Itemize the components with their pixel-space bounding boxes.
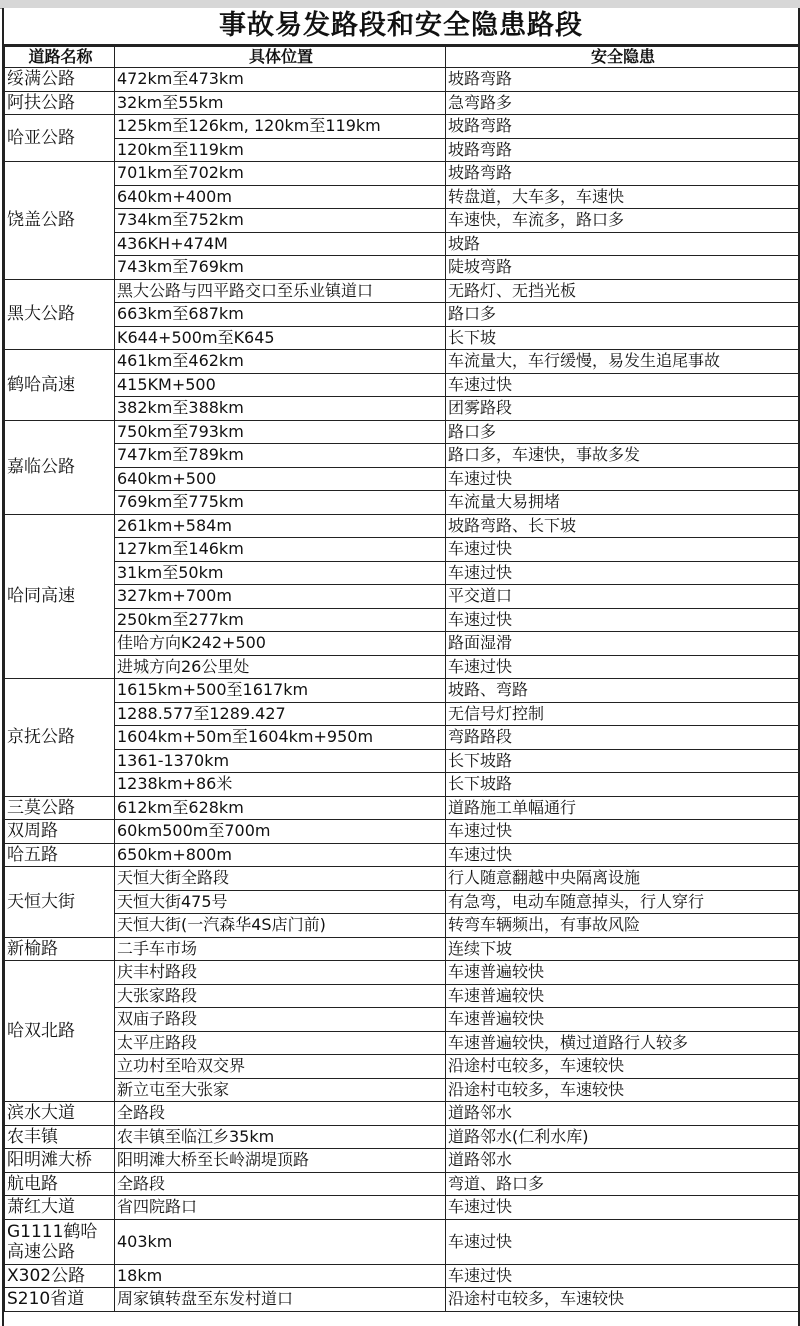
location-cell: 31km至50km xyxy=(115,561,446,585)
location-cell: 太平庄路段 xyxy=(115,1031,446,1055)
hazard-cell: 道路施工单幅通行 xyxy=(446,796,799,820)
road-name-cell: 哈同高速 xyxy=(5,514,115,679)
hazard-cell: 车速过快 xyxy=(446,561,799,585)
hazard-cell: 坡路弯路、长下坡 xyxy=(446,514,799,538)
road-name-cell: 鹤哈高速 xyxy=(5,350,115,421)
table-row xyxy=(5,444,799,468)
road-name-cell: 哈亚公路 xyxy=(5,115,115,162)
location-cell: 天恒大街全路段 xyxy=(115,867,446,891)
table-row xyxy=(5,679,799,703)
hazard-cell: 路口多，车速快，事故多发 xyxy=(446,444,799,468)
location-cell: 747km至789km xyxy=(115,444,446,468)
header-location: 具体位置 xyxy=(115,47,446,68)
hazard-cell: 长下坡 xyxy=(446,326,799,350)
location-cell: 127km至146km xyxy=(115,538,446,562)
hazard-cell: 车速过快 xyxy=(446,655,799,679)
hazard-cell: 转弯车辆频出，有事故风险 xyxy=(446,914,799,938)
location-cell: 1288.577至1289.427 xyxy=(115,702,446,726)
table-row xyxy=(5,397,799,421)
hazard-cell: 车速普遍较快 xyxy=(446,984,799,1008)
location-cell: 全路段 xyxy=(115,1172,446,1196)
hazard-cell: 弯路路段 xyxy=(446,726,799,750)
table-row xyxy=(5,1264,799,1288)
table-row xyxy=(5,937,799,961)
table-row xyxy=(5,538,799,562)
table-row xyxy=(5,984,799,1008)
table-row xyxy=(5,326,799,350)
table-row xyxy=(5,702,799,726)
table-row xyxy=(5,185,799,209)
table-row xyxy=(5,1196,799,1220)
hazard-cell: 急弯路多 xyxy=(446,91,799,115)
table-row xyxy=(5,561,799,585)
location-cell: 进城方向26公里处 xyxy=(115,655,446,679)
table-row xyxy=(5,749,799,773)
location-cell: 1604km+50m至1604km+950m xyxy=(115,726,446,750)
table-row xyxy=(5,68,799,92)
table-row xyxy=(5,209,799,233)
page-title: 事故易发路段和安全隐患路段 xyxy=(4,8,798,46)
table-row xyxy=(5,491,799,515)
location-cell: 750km至793km xyxy=(115,420,446,444)
location-cell: 双庙子路段 xyxy=(115,1008,446,1032)
table-row xyxy=(5,467,799,491)
table-row xyxy=(5,1102,799,1126)
location-cell: 461km至462km xyxy=(115,350,446,374)
hazard-cell: 陡坡弯路 xyxy=(446,256,799,280)
hazard-cell: 车速普遍较快 xyxy=(446,961,799,985)
road-name-cell: X302公路 xyxy=(5,1264,115,1288)
hazard-cell: 路口多 xyxy=(446,303,799,327)
table-row xyxy=(5,1288,799,1312)
table-row xyxy=(5,420,799,444)
table-row xyxy=(5,373,799,397)
location-cell: 640km+500 xyxy=(115,467,446,491)
hazard-cell: 沿途村屯较多，车速较快 xyxy=(446,1288,799,1312)
location-cell: 天恒大街(一汽森华4S店门前) xyxy=(115,914,446,938)
location-cell: 125km至126km, 120km至119km xyxy=(115,115,446,139)
location-cell: K644+500m至K645 xyxy=(115,326,446,350)
location-cell: 734km至752km xyxy=(115,209,446,233)
location-cell: 403km xyxy=(115,1219,446,1264)
road-name-cell: 阿扶公路 xyxy=(5,91,115,115)
table-row xyxy=(5,843,799,867)
location-cell: 周家镇转盘至东发村道口 xyxy=(115,1288,446,1312)
hazard-cell: 坡路、弯路 xyxy=(446,679,799,703)
hazard-cell: 平交道口 xyxy=(446,585,799,609)
location-cell: 32km至55km xyxy=(115,91,446,115)
table-row xyxy=(5,867,799,891)
location-cell: 415KM+500 xyxy=(115,373,446,397)
hazard-cell: 车速过快 xyxy=(446,843,799,867)
table-row xyxy=(5,1125,799,1149)
location-cell: 436KH+474M xyxy=(115,232,446,256)
location-cell: 全路段 xyxy=(115,1102,446,1126)
road-name-cell: 京抚公路 xyxy=(5,679,115,797)
location-cell: 农丰镇至临江乡35km xyxy=(115,1125,446,1149)
document-sheet xyxy=(2,8,800,1326)
hazard-cell: 道路邻水 xyxy=(446,1102,799,1126)
hazard-cell: 车速过快 xyxy=(446,1196,799,1220)
road-name-cell: 天恒大街 xyxy=(5,867,115,938)
location-cell: 二手车市场 xyxy=(115,937,446,961)
hazard-cell: 车速普遍较快 xyxy=(446,1008,799,1032)
hazard-cell: 车流量大易拥堵 xyxy=(446,491,799,515)
table-row xyxy=(5,1172,799,1196)
location-cell: 立功村至哈双交界 xyxy=(115,1055,446,1079)
hazard-cell: 有急弯，电动车随意掉头，行人穿行 xyxy=(446,890,799,914)
location-cell: 1238km+86米 xyxy=(115,773,446,797)
hazard-cell: 沿途村屯较多，车速较快 xyxy=(446,1078,799,1102)
table-row xyxy=(5,138,799,162)
location-cell: 120km至119km xyxy=(115,138,446,162)
table-row xyxy=(5,1219,799,1264)
table-row xyxy=(5,773,799,797)
road-name-cell: 滨水大道 xyxy=(5,1102,115,1126)
table-row xyxy=(5,256,799,280)
road-name-cell: 阳明滩大桥 xyxy=(5,1149,115,1173)
hazard-cell: 弯道、路口多 xyxy=(446,1172,799,1196)
hazard-cell: 车速过快 xyxy=(446,820,799,844)
location-cell: 327km+700m xyxy=(115,585,446,609)
hazard-cell: 车速过快 xyxy=(446,1219,799,1264)
location-cell: 黑大公路与四平路交口至乐业镇道口 xyxy=(115,279,446,303)
hazard-cell: 车速过快 xyxy=(446,373,799,397)
hazard-cell: 连续下坡 xyxy=(446,937,799,961)
hazard-cell: 坡路弯路 xyxy=(446,138,799,162)
hazard-cell: 坡路弯路 xyxy=(446,162,799,186)
hazard-cell: 坡路弯路 xyxy=(446,115,799,139)
table-row xyxy=(5,961,799,985)
road-name-cell: 嘉临公路 xyxy=(5,420,115,514)
table-row xyxy=(5,796,799,820)
table-row xyxy=(5,1055,799,1079)
location-cell: 663km至687km xyxy=(115,303,446,327)
table-row xyxy=(5,1031,799,1055)
table-header-row xyxy=(5,47,799,68)
location-cell: 阳明滩大桥至长岭湖堤顶路 xyxy=(115,1149,446,1173)
location-cell: 261km+584m xyxy=(115,514,446,538)
road-name-cell: G1111鹤哈高速公路 xyxy=(5,1219,115,1264)
location-cell: 庆丰村路段 xyxy=(115,961,446,985)
road-name-cell: 绥满公路 xyxy=(5,68,115,92)
header-road-name: 道路名称 xyxy=(5,47,115,68)
table-row xyxy=(5,726,799,750)
location-cell: 佳哈方向K242+500 xyxy=(115,632,446,656)
table-row xyxy=(5,890,799,914)
hazard-cell: 无信号灯控制 xyxy=(446,702,799,726)
table-body xyxy=(5,68,799,1312)
hazard-cell: 车速过快 xyxy=(446,467,799,491)
road-name-cell: 新榆路 xyxy=(5,937,115,961)
road-name-cell: 饶盖公路 xyxy=(5,162,115,280)
table-row xyxy=(5,115,799,139)
location-cell: 天恒大街475号 xyxy=(115,890,446,914)
hazard-cell: 转盘道，大车多，车速快 xyxy=(446,185,799,209)
location-cell: 650km+800m xyxy=(115,843,446,867)
road-name-cell: 航电路 xyxy=(5,1172,115,1196)
hazard-cell: 坡路 xyxy=(446,232,799,256)
road-hazard-table xyxy=(4,46,799,1312)
road-name-cell: 哈五路 xyxy=(5,843,115,867)
location-cell: 省四院路口 xyxy=(115,1196,446,1220)
hazard-cell: 坡路弯路 xyxy=(446,68,799,92)
hazard-cell: 车速过快 xyxy=(446,1264,799,1288)
table-row xyxy=(5,1149,799,1173)
location-cell: 60km500m至700m xyxy=(115,820,446,844)
location-cell: 250km至277km xyxy=(115,608,446,632)
table-row xyxy=(5,820,799,844)
road-name-cell: 双周路 xyxy=(5,820,115,844)
hazard-cell: 车流量大，车行缓慢，易发生追尾事故 xyxy=(446,350,799,374)
hazard-cell: 沿途村屯较多，车速较快 xyxy=(446,1055,799,1079)
table-row xyxy=(5,91,799,115)
location-cell: 382km至388km xyxy=(115,397,446,421)
table-row xyxy=(5,914,799,938)
table-row xyxy=(5,632,799,656)
location-cell: 新立屯至大张家 xyxy=(115,1078,446,1102)
table-row xyxy=(5,303,799,327)
location-cell: 大张家路段 xyxy=(115,984,446,1008)
hazard-cell: 车速快，车流多，路口多 xyxy=(446,209,799,233)
road-name-cell: S210省道 xyxy=(5,1288,115,1312)
road-name-cell: 三莫公路 xyxy=(5,796,115,820)
road-name-cell: 哈双北路 xyxy=(5,961,115,1102)
road-name-cell: 黑大公路 xyxy=(5,279,115,350)
hazard-cell: 路口多 xyxy=(446,420,799,444)
table-row xyxy=(5,1008,799,1032)
location-cell: 701km至702km xyxy=(115,162,446,186)
table-row xyxy=(5,279,799,303)
table-row xyxy=(5,162,799,186)
hazard-cell: 车速过快 xyxy=(446,538,799,562)
location-cell: 612km至628km xyxy=(115,796,446,820)
road-name-cell: 萧红大道 xyxy=(5,1196,115,1220)
hazard-cell: 车速过快 xyxy=(446,608,799,632)
location-cell: 640km+400m xyxy=(115,185,446,209)
hazard-cell: 道路邻水(仁利水库) xyxy=(446,1125,799,1149)
hazard-cell: 无路灯、无挡光板 xyxy=(446,279,799,303)
table-row xyxy=(5,350,799,374)
hazard-cell: 车速普遍较快，横过道路行人较多 xyxy=(446,1031,799,1055)
table-row xyxy=(5,232,799,256)
header-hazard: 安全隐患 xyxy=(446,47,799,68)
hazard-cell: 团雾路段 xyxy=(446,397,799,421)
location-cell: 769km至775km xyxy=(115,491,446,515)
location-cell: 1615km+500至1617km xyxy=(115,679,446,703)
table-row xyxy=(5,1078,799,1102)
table-row xyxy=(5,585,799,609)
table-row xyxy=(5,514,799,538)
hazard-cell: 行人随意翻越中央隔离设施 xyxy=(446,867,799,891)
hazard-cell: 长下坡路 xyxy=(446,773,799,797)
location-cell: 18km xyxy=(115,1264,446,1288)
location-cell: 743km至769km xyxy=(115,256,446,280)
table-row xyxy=(5,608,799,632)
hazard-cell: 长下坡路 xyxy=(446,749,799,773)
hazard-cell: 道路邻水 xyxy=(446,1149,799,1173)
location-cell: 1361-1370km xyxy=(115,749,446,773)
location-cell: 472km至473km xyxy=(115,68,446,92)
table-row xyxy=(5,655,799,679)
road-name-cell: 农丰镇 xyxy=(5,1125,115,1149)
hazard-cell: 路面湿滑 xyxy=(446,632,799,656)
